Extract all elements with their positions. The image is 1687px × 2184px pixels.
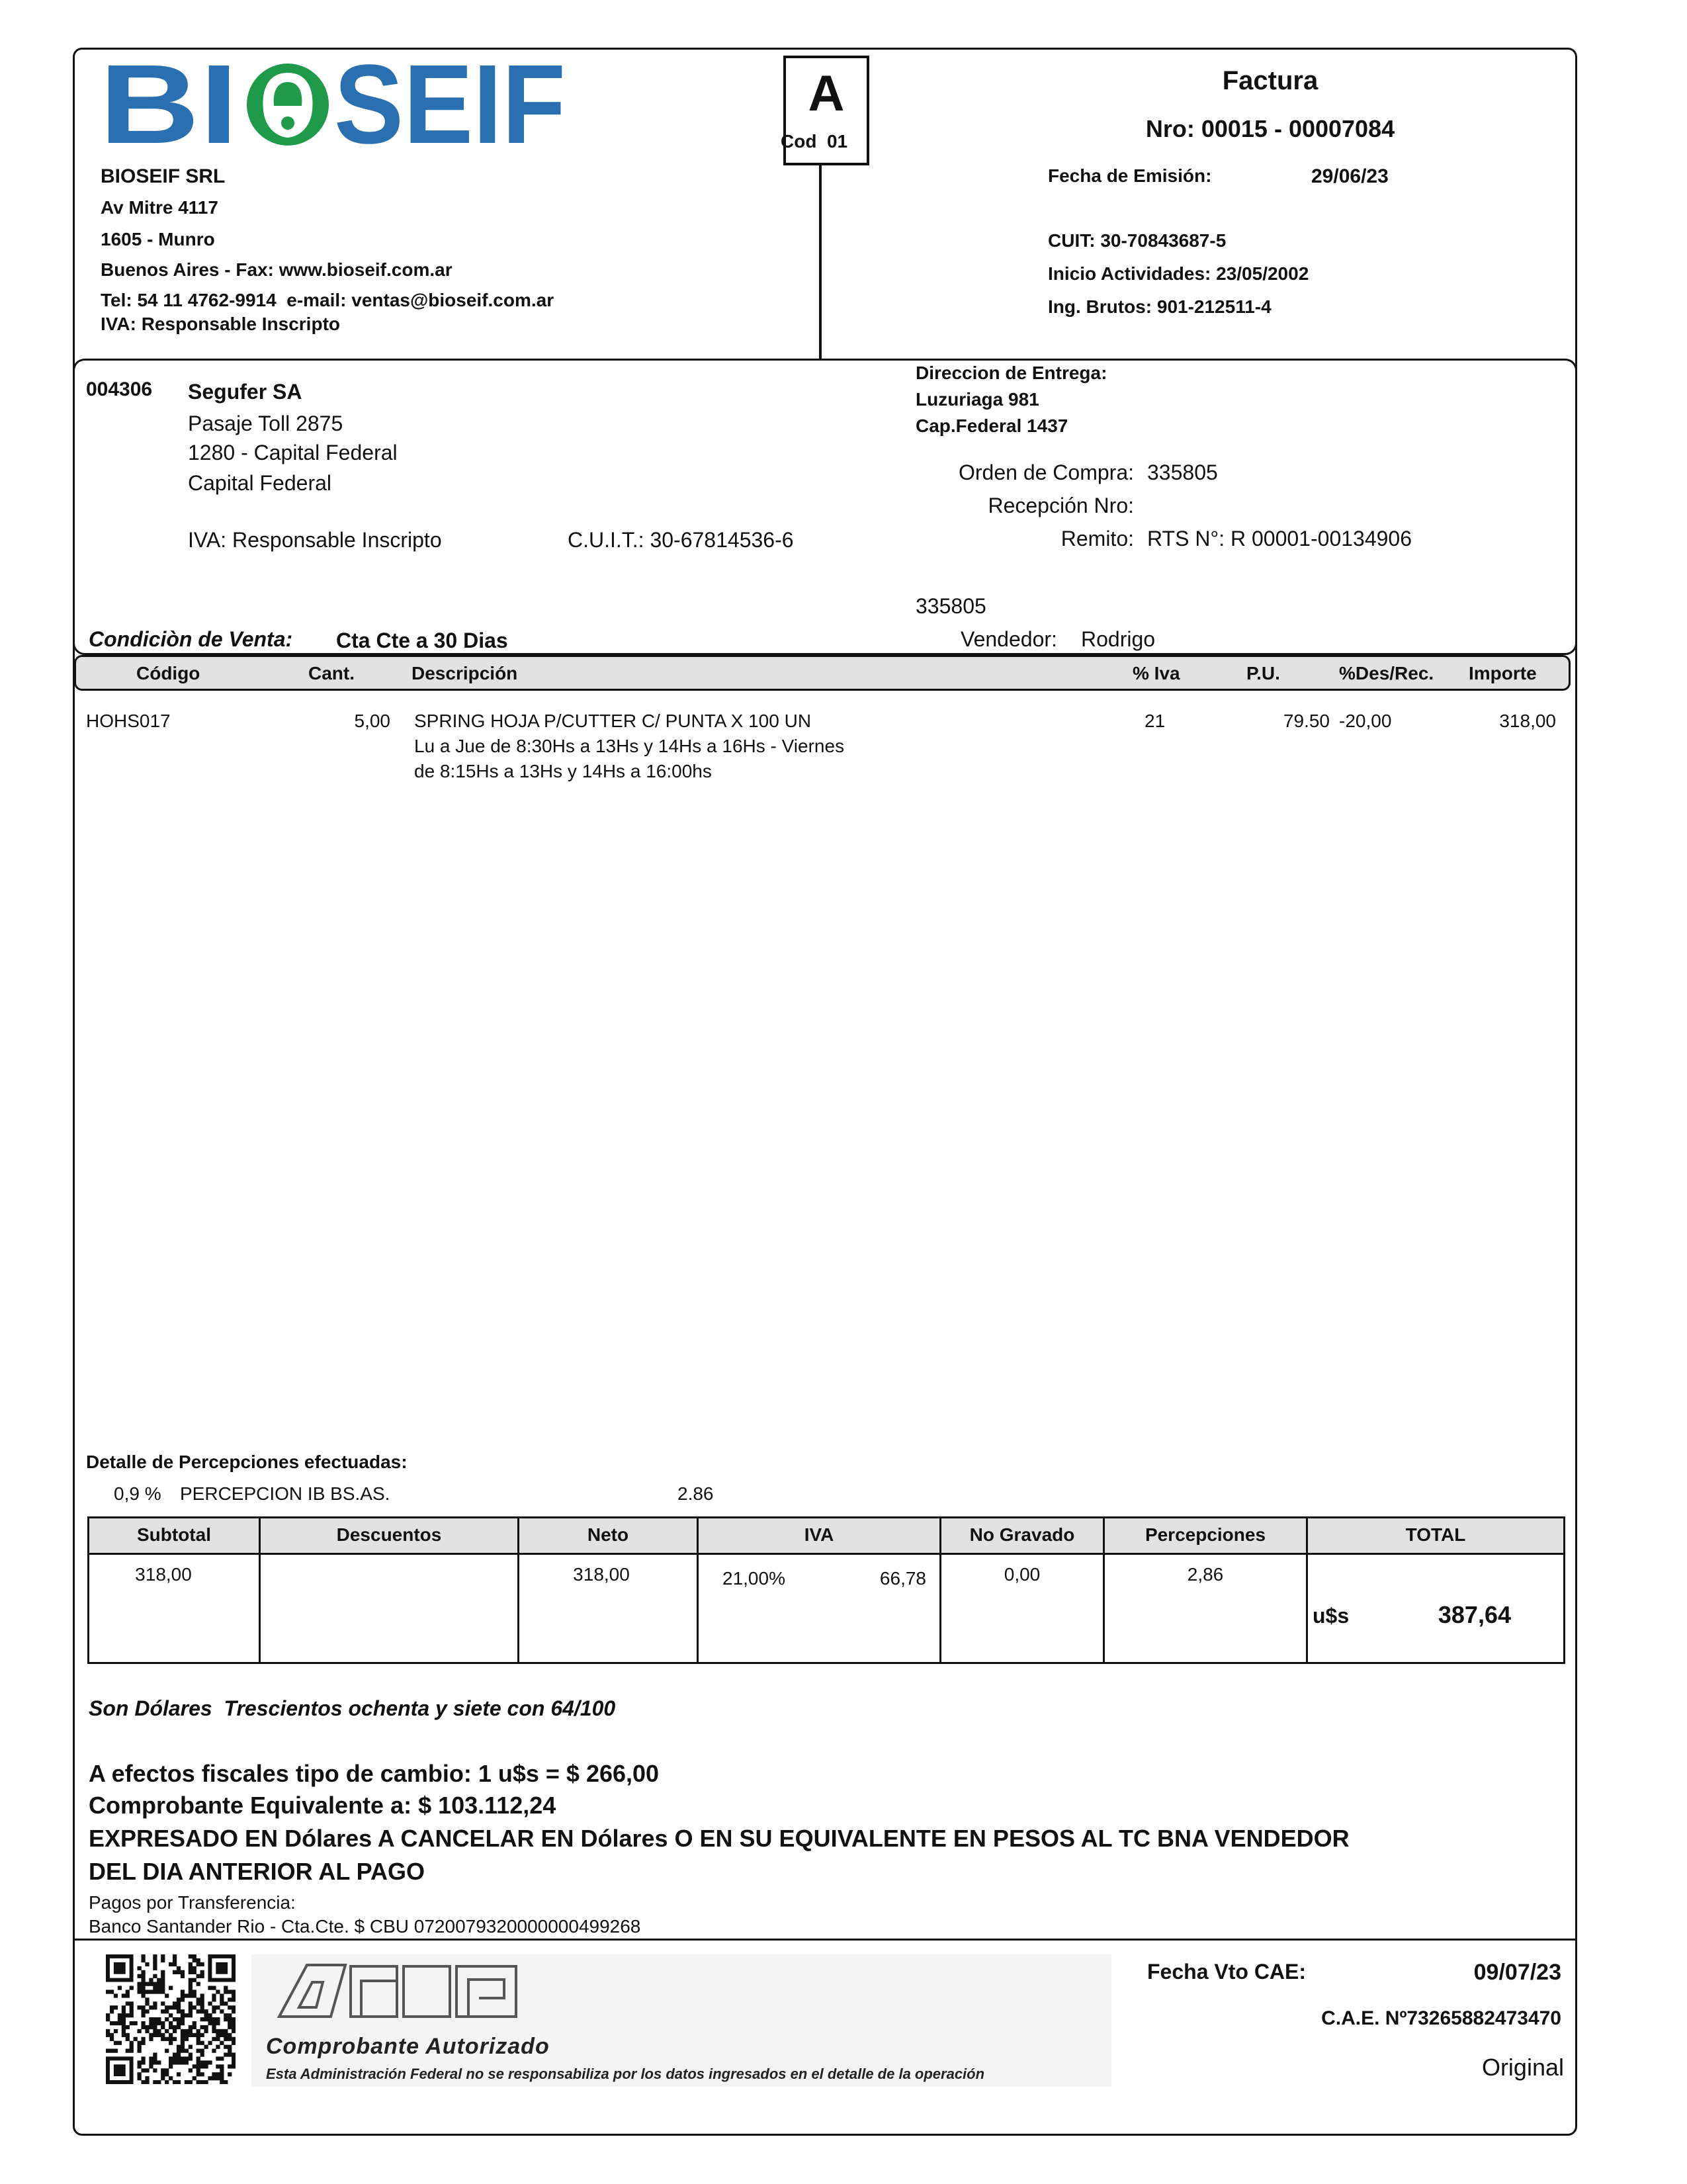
- invoice-title: Factura: [1222, 66, 1319, 95]
- iva-rate: 21,00%: [722, 1568, 785, 1589]
- discounts-header: Descuentos: [336, 1524, 442, 1545]
- copy-type: Original: [1481, 2054, 1564, 2081]
- col-desc-header: Descripción: [411, 663, 518, 683]
- total-header: TOTAL: [1405, 1524, 1466, 1545]
- item-iva: 21: [1145, 711, 1166, 731]
- company-iva: IVA: Responsable Inscripto: [101, 314, 340, 334]
- company-logo: [99, 58, 569, 151]
- client-province: Capital Federal: [188, 471, 331, 495]
- afip-logo: [273, 1961, 524, 2022]
- seller-label: Vendedor:: [961, 627, 1057, 651]
- company-cuit: CUIT: 30-70843687-5: [1048, 230, 1227, 251]
- company-province-fax: Buenos Aires - Fax: www.bioseif.com.ar: [101, 259, 453, 280]
- delivery-line1: Luzuriaga 981: [916, 389, 1039, 410]
- qr-code: [106, 1954, 236, 2084]
- item-desc-line3: de 8:15Hs a 13Hs y 14Hs a 16:00hs: [414, 761, 712, 781]
- total-value: 387,64: [1438, 1601, 1511, 1628]
- subtotal-value: 318,00: [135, 1564, 192, 1585]
- col-iva-header: % Iva: [1133, 663, 1180, 683]
- client-code: 004306: [86, 378, 153, 400]
- sale-condition-label: Condiciòn de Venta:: [89, 627, 293, 651]
- cae-due-date: 09/07/23: [1473, 1960, 1561, 1985]
- client-name: Segufer SA: [188, 380, 302, 404]
- total-currency: u$s: [1313, 1604, 1350, 1628]
- remito-value: RTS N°: R 00001-00134906: [1147, 527, 1412, 550]
- perceptions-value: 2,86: [1187, 1564, 1224, 1585]
- cae-due-label: Fecha Vto CAE:: [1147, 1960, 1307, 1984]
- item-code: HOHS017: [86, 711, 171, 731]
- reception-label: Recepción Nro:: [988, 494, 1134, 517]
- delivery-line2: Cap.Federal 1437: [916, 415, 1068, 436]
- delivery-label: Direccion de Entrega:: [916, 363, 1107, 383]
- amount-in-words: Son Dólares Trescientos ochenta y siete con 64/100: [89, 1696, 616, 1720]
- invoice-number: Nro: 00015 - 00007084: [1145, 115, 1395, 142]
- subtotal-header: Subtotal: [137, 1524, 211, 1545]
- perception-amount: 2.86: [677, 1483, 714, 1504]
- col-pu-header: P.U.: [1246, 663, 1280, 683]
- col-amount-header: Importe: [1469, 663, 1537, 683]
- seller-value: Rodrigo: [1081, 627, 1156, 651]
- col-disc-header: %Des/Rec.: [1339, 663, 1434, 683]
- svg-text:BI: BI: [99, 58, 238, 151]
- equivalent-amount: Comprobante Equivalente a: $ 103.112,24: [89, 1792, 556, 1819]
- perceptions-title: Detalle de Percepciones efectuadas:: [86, 1452, 408, 1472]
- perceptions-header: Percepciones: [1145, 1524, 1266, 1545]
- item-desc: SPRING HOJA P/CUTTER C/ PUNTA X 100 UN: [414, 711, 812, 731]
- header-divider: [819, 165, 822, 360]
- item-unit-price: 79.50: [1283, 711, 1330, 731]
- po-label: Orden de Compra:: [958, 460, 1134, 484]
- invoice-type-code: Cod 01: [781, 131, 848, 152]
- iva-amount: 66,78: [879, 1568, 926, 1589]
- bank-details: Banco Santander Rio - Cta.Cte. $ CBU 0720079320000000499268: [89, 1916, 641, 1937]
- exchange-rate: A efectos fiscales tipo de cambio: 1 u$s = $ 266,00: [89, 1760, 660, 1787]
- col-code-header: Código: [136, 663, 200, 683]
- issue-date-label: Fecha de Emisión:: [1048, 165, 1212, 186]
- company-start-date: Inicio Actividades: 23/05/2002: [1048, 263, 1309, 284]
- po-value: 335805: [1147, 460, 1218, 484]
- net-value: 318,00: [573, 1564, 630, 1585]
- footer-divider: [73, 1939, 1577, 1941]
- order-reference: 335805: [916, 594, 986, 618]
- invoice-type-letter: A: [808, 66, 845, 122]
- item-qty: 5,00: [354, 711, 390, 731]
- iva-header: IVA: [804, 1524, 834, 1545]
- company-city: 1605 - Munro: [101, 229, 215, 249]
- remito-label: Remito:: [1060, 527, 1134, 550]
- perception-rate: 0,9 %: [114, 1483, 161, 1504]
- company-iibb: Ing. Brutos: 901-212511-4: [1048, 296, 1272, 317]
- totals-cell-discounts: [259, 1553, 519, 1664]
- client-address: Pasaje Toll 2875: [188, 412, 343, 435]
- item-amount: 318,00: [1499, 711, 1556, 731]
- perception-name: PERCEPCION IB BS.AS.: [180, 1483, 390, 1504]
- item-desc-line2: Lu a Jue de 8:30Hs a 13Hs y 14Hs a 16Hs - Viernes: [414, 736, 845, 756]
- afip-authorized: Comprobante Autorizado: [266, 2034, 550, 2059]
- exempt-value: 0,00: [1004, 1564, 1041, 1585]
- client-iva: IVA: Responsable Inscripto: [188, 528, 442, 552]
- company-address: Av Mitre 4117: [101, 197, 218, 218]
- net-header: Neto: [587, 1524, 629, 1545]
- cae-number: C.A.E. Nº73265882473470: [1321, 2007, 1561, 2029]
- expressed-line1: EXPRESADO EN Dólares A CANCELAR EN Dólares O EN SU EQUIVALENTE EN PESOS AL TC BNA VENDEDOR: [89, 1825, 1350, 1852]
- item-discount: -20,00: [1339, 711, 1392, 731]
- client-cuit: C.U.I.T.: 30-67814536-6: [568, 528, 794, 552]
- afip-disclaimer: Esta Administración Federal no se responsabiliza por los datos ingresados en el detalle de la operación: [266, 2066, 985, 2082]
- client-city: 1280 - Capital Federal: [188, 441, 398, 464]
- svg-text:SEIF: SEIF: [334, 58, 566, 151]
- sale-condition-value: Cta Cte a 30 Dias: [336, 629, 508, 652]
- issue-date: 29/06/23: [1311, 165, 1389, 187]
- company-name: BIOSEIF SRL: [101, 165, 226, 187]
- col-qty-header: Cant.: [308, 663, 355, 683]
- exempt-header: No Gravado: [969, 1524, 1075, 1545]
- payment-method: Pagos por Transferencia:: [89, 1892, 296, 1913]
- expressed-line2: DEL DIA ANTERIOR AL PAGO: [89, 1858, 425, 1885]
- company-tel-email: Tel: 54 11 4762-9914 e-mail: ventas@bioseif.com.ar: [101, 290, 554, 310]
